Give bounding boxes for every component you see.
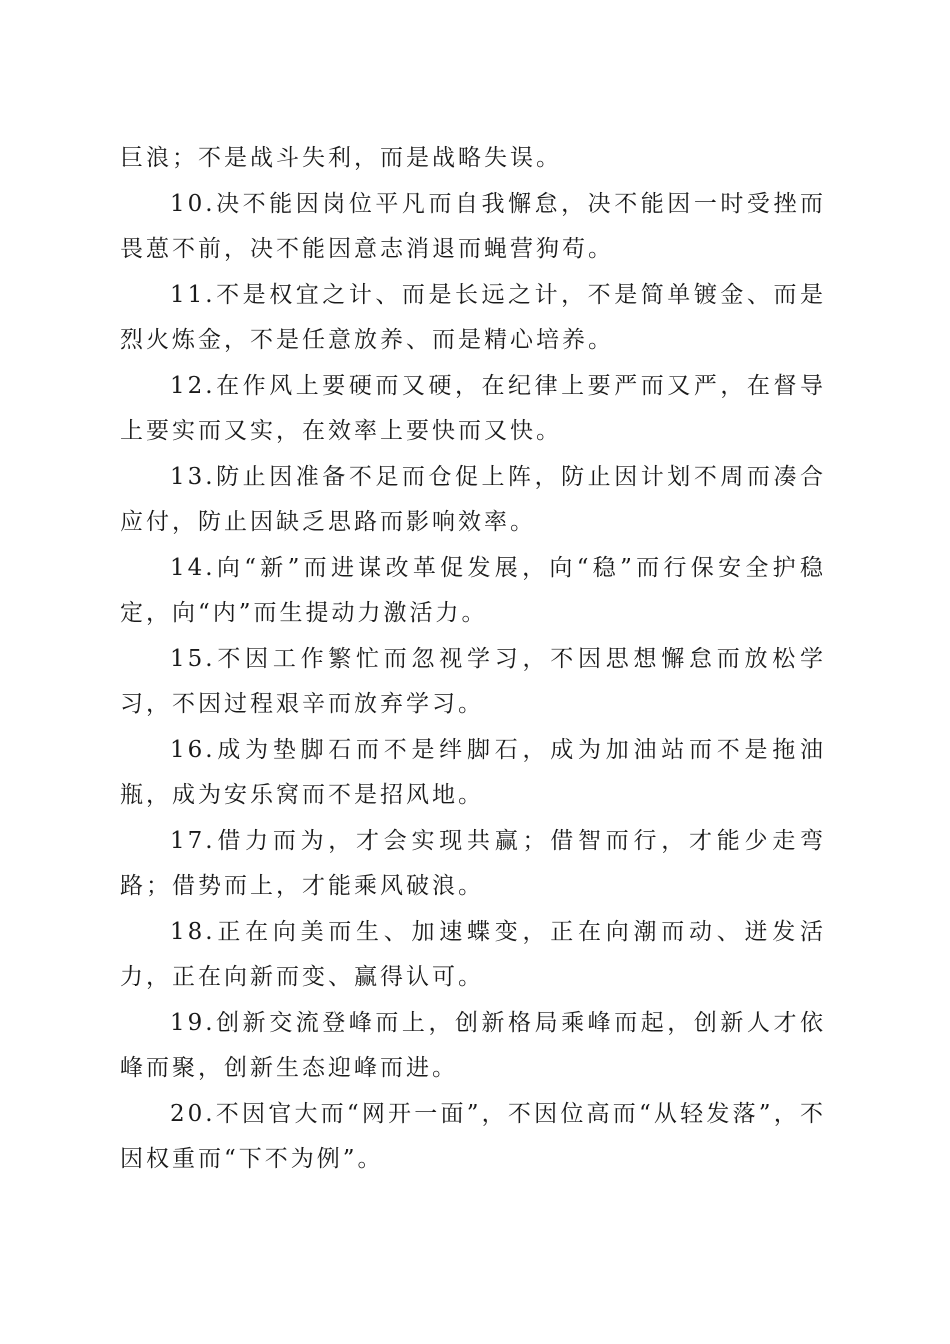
list-item-20: 20.不因官大而“网开一面”，不因位高而“从轻发落”，不因权重而“下不为例”。: [120, 1100, 826, 1172]
list-item-10: 10.决不能因岗位平凡而自我懈怠，决不能因一时受挫而畏葸不前，决不能因意志消退而蝇营狗苟。: [120, 190, 826, 262]
list-item-19: 19.创新交流登峰而上，创新格局乘峰而起，创新人才依峰而聚，创新生态迎峰而进。: [120, 1009, 826, 1081]
list-item-15: 15.不因工作繁忙而忽视学习，不因思想懈怠而放松学习，不因过程艰辛而放弃学习。: [120, 645, 826, 717]
list-item-16: 16.成为垫脚石而不是绊脚石，成为加油站而不是拖油瓶，成为安乐窝而不是招风地。: [120, 736, 826, 808]
list-item-17: 17.借力而为，才会实现共赢；借智而行，才能少走弯路；借势而上，才能乘风破浪。: [120, 827, 826, 899]
list-item-13: 13.防止因准备不足而仓促上阵，防止因计划不周而凑合应付，防止因缺乏思路而影响效率。: [120, 463, 826, 535]
list-item-14: 14.向“新”而进谋改革促发展，向“稳”而行保安全护稳定，向“内”而生提动力激活力。: [120, 554, 826, 626]
paragraph: 巨浪；不是战斗失利，而是战略失误。: [120, 145, 562, 171]
document-body: [120, 136, 826, 1183]
list-item-11: 11.不是权宜之计、而是长远之计，不是简单镀金、而是烈火炼金，不是任意放养、而是精心培养。: [120, 281, 826, 353]
list-item-12: 12.在作风上要硬而又硬，在纪律上要严而又严，在督导上要实而又实，在效率上要快而又快。: [120, 372, 826, 444]
list-item-18: 18.正在向美而生、加速蝶变，正在向潮而动、迸发活力，正在向新而变、赢得认可。: [120, 918, 826, 990]
